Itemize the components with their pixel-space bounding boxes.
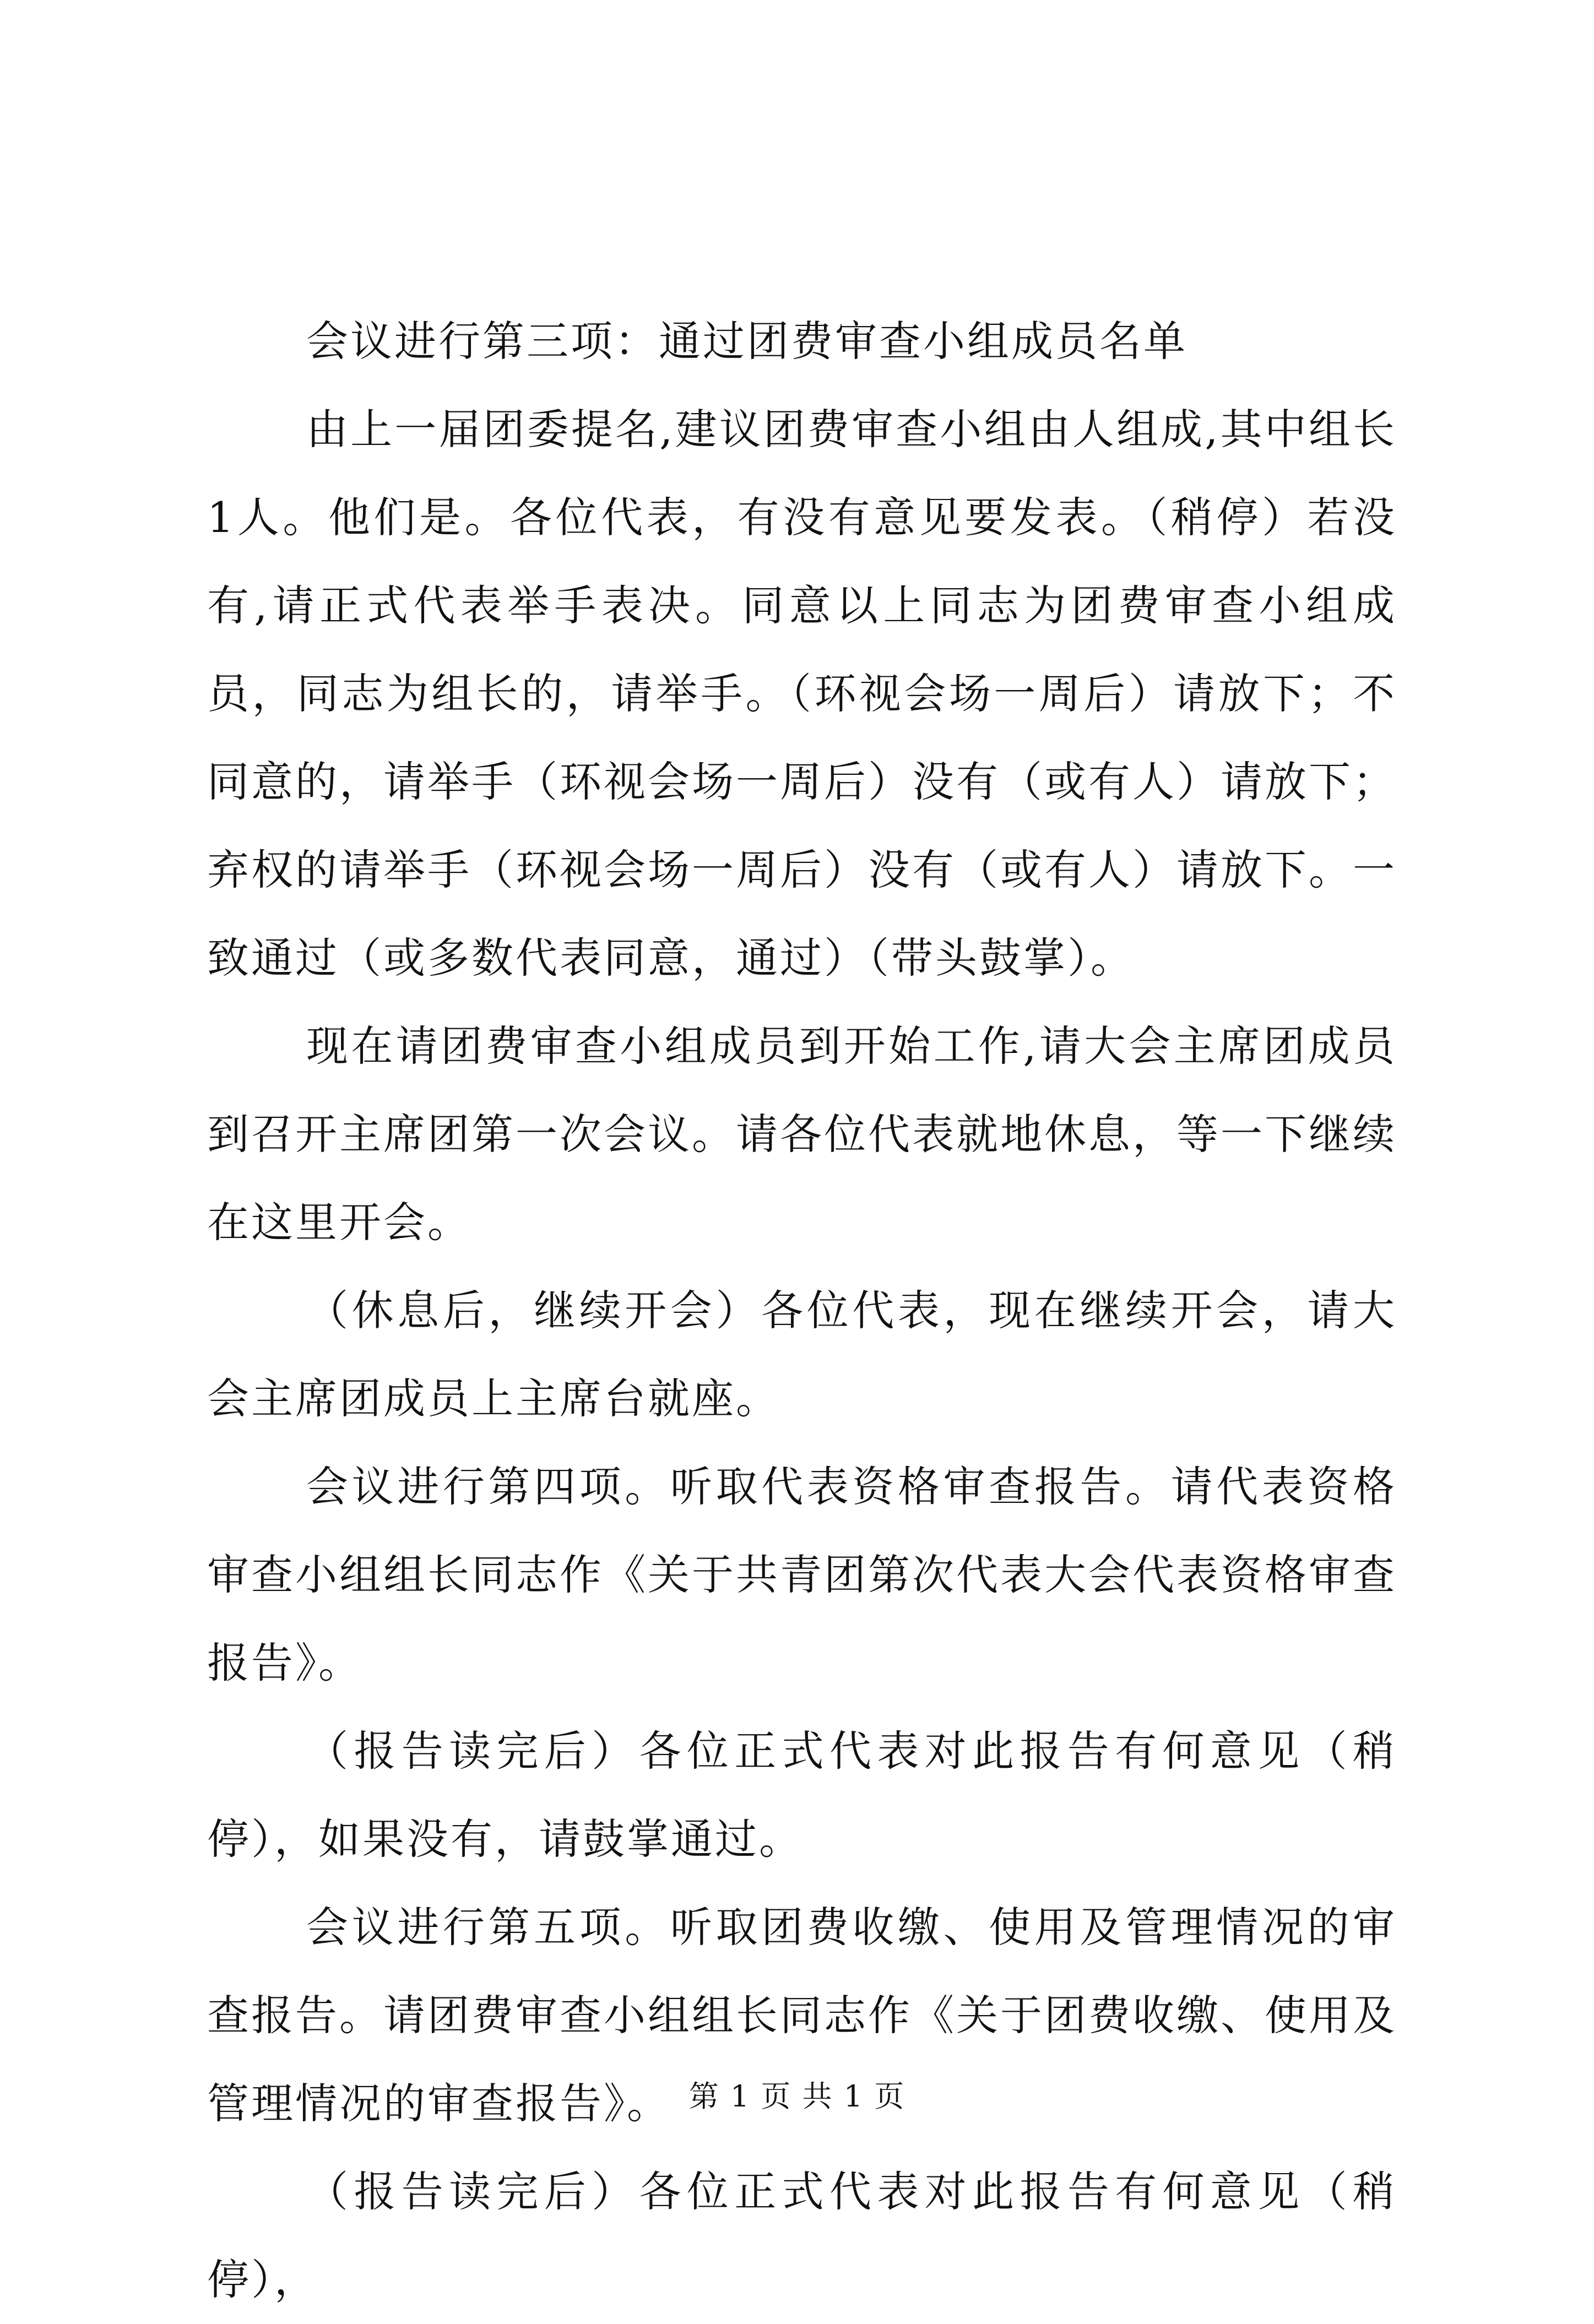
paragraph-item-3: 会议进行第三项：通过团费审查小组成员名单 [306,317,1188,366]
paragraph-approval-1: （报告读完后）各位正式代表对此报告有何意见（稍停），如果没有，请鼓掌通过。 [207,1726,1397,1864]
paragraph-committee-nomination: 由上一届团委提名,建议团费审查小组由人组成,其中组长1人。他们是。各位代表，有没有意见要发表。（稍停）若没有,请正式代表举手表决。同意以上同志为团费审查小组成员，同志为组长的，请举手。（环视会场一周后）请放下；不同意的，请举手（环视会场一周后）没有（或有人）请放下；弃权的请举手（环视会场一周后）没有（或有人）请放下。一致通过（或多数代表同意，通过）（带头鼓掌）。 [207,405,1397,982]
paragraph-item-4: 会议进行第四项。听取代表资格审查报告。请代表资格审查小组组长同志作《关于共青团第次代表大会代表资格审查报告》。 [207,1462,1397,1687]
document-body [207,297,1397,2324]
page-number-footer: 第 1 页 共 1 页 [688,2079,906,2114]
paragraph-start-work: 现在请团费审查小组成员到开始工作,请大会主席团成员到召开主席团第一次会议。请各位代表就地休息，等一下继续在这里开会。 [207,1022,1397,1247]
paragraph-item-5: 会议进行第五项。听取团费收缴、使用及管理情况的审查报告。请团费审查小组组长同志作《关于团费收缴、使用及管理情况的审查报告》。 [207,1903,1397,2128]
paragraph-resume-meeting: （休息后，继续开会）各位代表，现在继续开会，请大会主席团成员上主席台就座。 [207,1286,1397,1423]
paragraph-approval-2: （报告读完后）各位正式代表对此报告有何意见（稍停）， [207,2167,1397,2304]
